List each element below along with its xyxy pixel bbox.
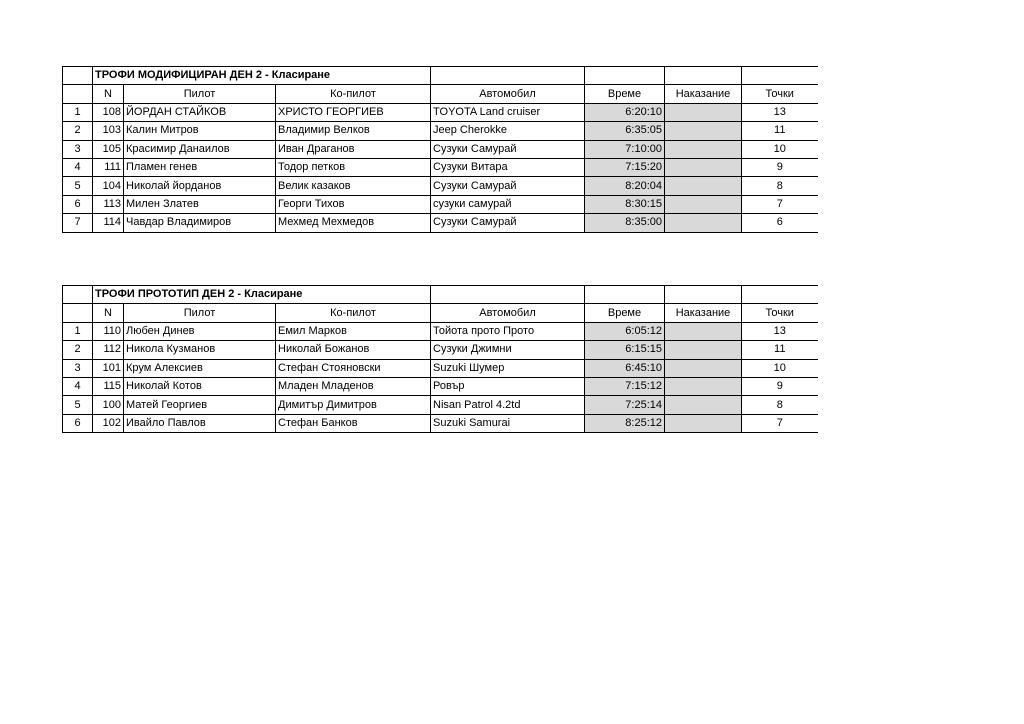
points-cell: 13 (742, 103, 818, 121)
title-blank-cell (585, 67, 665, 85)
title-blank-cell (665, 286, 742, 304)
pilot-cell: Пламен генев (124, 158, 276, 176)
table-row (63, 341, 818, 359)
number-cell: 110 (93, 322, 124, 340)
car-cell: сузуки самурай (431, 195, 585, 213)
penalty-cell (665, 359, 742, 377)
number-cell: 115 (93, 377, 124, 395)
title-row (63, 67, 818, 85)
copilot-cell: Мехмед Мехмедов (276, 214, 431, 232)
position-header-cell (63, 67, 93, 85)
header-points: Точки (742, 304, 818, 322)
title-blank-cell (742, 67, 818, 85)
copilot-cell: Стефан Банков (276, 414, 431, 432)
header-copilot: Ко-пилот (276, 304, 431, 322)
modified-classification-table (62, 66, 818, 233)
number-cell: 101 (93, 359, 124, 377)
header-row (63, 304, 818, 322)
header-penalty: Наказание (665, 304, 742, 322)
pilot-cell: Матей Георгиев (124, 396, 276, 414)
copilot-cell: Стефан Стояновски (276, 359, 431, 377)
number-cell: 104 (93, 177, 124, 195)
pilot-cell: Никола Кузманов (124, 341, 276, 359)
points-cell: 6 (742, 214, 818, 232)
table-title: ТРОФИ ПРОТОТИП ДЕН 2 - Класиране (93, 286, 431, 304)
title-blank-cell (431, 67, 585, 85)
position-cell: 3 (63, 140, 93, 158)
position-cell: 2 (63, 122, 93, 140)
title-blank-cell (585, 286, 665, 304)
points-cell: 7 (742, 195, 818, 213)
table-row (63, 359, 818, 377)
car-cell: Сузуки Самурай (431, 214, 585, 232)
header-copilot: Ко-пилот (276, 85, 431, 103)
position-cell: 5 (63, 177, 93, 195)
number-cell: 100 (93, 396, 124, 414)
header-penalty: Наказание (665, 85, 742, 103)
car-cell: Nisan Patrol 4.2td (431, 396, 585, 414)
pilot-cell: Николай Котов (124, 377, 276, 395)
header-time: Време (585, 304, 665, 322)
table-row (63, 140, 818, 158)
penalty-cell (665, 396, 742, 414)
title-row (63, 286, 818, 304)
time-cell: 6:20:10 (585, 103, 665, 121)
table-title: ТРОФИ МОДИФИЦИРАН ДЕН 2 - Класиране (93, 67, 431, 85)
time-cell: 7:15:12 (585, 377, 665, 395)
table-row (63, 214, 818, 232)
number-cell: 103 (93, 122, 124, 140)
position-header-cell (63, 304, 93, 322)
points-cell: 9 (742, 158, 818, 176)
position-cell: 5 (63, 396, 93, 414)
time-cell: 6:35:05 (585, 122, 665, 140)
position-cell: 4 (63, 377, 93, 395)
table-row (63, 103, 818, 121)
car-cell: Сузуки Джимни (431, 341, 585, 359)
copilot-cell: Велик казаков (276, 177, 431, 195)
position-cell: 7 (63, 214, 93, 232)
points-cell: 10 (742, 359, 818, 377)
penalty-cell (665, 377, 742, 395)
header-n: N (93, 85, 124, 103)
prototype-classification-table (62, 285, 818, 433)
pilot-cell: Калин Митров (124, 122, 276, 140)
pilot-cell: Николай йорданов (124, 177, 276, 195)
pilot-cell: Крум Алексиев (124, 359, 276, 377)
points-cell: 13 (742, 322, 818, 340)
position-cell: 3 (63, 359, 93, 377)
time-cell: 7:10:00 (585, 140, 665, 158)
position-cell: 6 (63, 195, 93, 213)
position-cell: 2 (63, 341, 93, 359)
title-blank-cell (665, 67, 742, 85)
table-row (63, 158, 818, 176)
car-cell: Сузуки Витара (431, 158, 585, 176)
number-cell: 113 (93, 195, 124, 213)
copilot-cell: Георги Тихов (276, 195, 431, 213)
time-cell: 7:25:14 (585, 396, 665, 414)
table-row (63, 396, 818, 414)
penalty-cell (665, 122, 742, 140)
table-row (63, 322, 818, 340)
copilot-cell: ХРИСТО ГЕОРГИЕВ (276, 103, 431, 121)
number-cell: 112 (93, 341, 124, 359)
car-cell: Suzuki Samurai (431, 414, 585, 432)
position-header-cell (63, 286, 93, 304)
pilot-cell: Красимир Данаилов (124, 140, 276, 158)
penalty-cell (665, 214, 742, 232)
car-cell: Jeep Cherokke (431, 122, 585, 140)
position-header-cell (63, 85, 93, 103)
penalty-cell (665, 414, 742, 432)
title-blank-cell (431, 286, 585, 304)
time-cell: 7:15:20 (585, 158, 665, 176)
car-cell: Ровър (431, 377, 585, 395)
copilot-cell: Тодор петков (276, 158, 431, 176)
pilot-cell: Чавдар Владимиров (124, 214, 276, 232)
points-cell: 8 (742, 177, 818, 195)
number-cell: 114 (93, 214, 124, 232)
header-row (63, 85, 818, 103)
points-cell: 7 (742, 414, 818, 432)
header-car: Автомобил (431, 304, 585, 322)
car-cell: Сузуки Самурай (431, 177, 585, 195)
pilot-cell: Милен Златев (124, 195, 276, 213)
pilot-cell: Ивайло Павлов (124, 414, 276, 432)
time-cell: 6:15:15 (585, 341, 665, 359)
table-row (63, 414, 818, 432)
number-cell: 102 (93, 414, 124, 432)
number-cell: 108 (93, 103, 124, 121)
number-cell: 105 (93, 140, 124, 158)
time-cell: 8:35:00 (585, 214, 665, 232)
pilot-cell: ЙОРДАН СТАЙКОВ (124, 103, 276, 121)
points-cell: 10 (742, 140, 818, 158)
time-cell: 8:20:04 (585, 177, 665, 195)
header-pilot: Пилот (124, 304, 276, 322)
table-row (63, 195, 818, 213)
position-cell: 4 (63, 158, 93, 176)
points-cell: 11 (742, 122, 818, 140)
copilot-cell: Владимир Велков (276, 122, 431, 140)
table-row (63, 177, 818, 195)
header-points: Точки (742, 85, 818, 103)
penalty-cell (665, 103, 742, 121)
car-cell: Сузуки Самурай (431, 140, 585, 158)
header-time: Време (585, 85, 665, 103)
time-cell: 8:25:12 (585, 414, 665, 432)
car-cell: Тойота прото Прото (431, 322, 585, 340)
time-cell: 6:45:10 (585, 359, 665, 377)
position-cell: 6 (63, 414, 93, 432)
penalty-cell (665, 341, 742, 359)
table-row (63, 377, 818, 395)
penalty-cell (665, 158, 742, 176)
car-cell: TOYOTA Land cruiser (431, 103, 585, 121)
copilot-cell: Младен Младенов (276, 377, 431, 395)
penalty-cell (665, 140, 742, 158)
points-cell: 8 (742, 396, 818, 414)
time-cell: 8:30:15 (585, 195, 665, 213)
copilot-cell: Димитър Димитров (276, 396, 431, 414)
header-car: Автомобил (431, 85, 585, 103)
penalty-cell (665, 195, 742, 213)
pilot-cell: Любен Динев (124, 322, 276, 340)
position-cell: 1 (63, 322, 93, 340)
time-cell: 6:05:12 (585, 322, 665, 340)
title-blank-cell (742, 286, 818, 304)
copilot-cell: Емил Марков (276, 322, 431, 340)
position-cell: 1 (63, 103, 93, 121)
points-cell: 9 (742, 377, 818, 395)
penalty-cell (665, 322, 742, 340)
copilot-cell: Иван Драганов (276, 140, 431, 158)
points-cell: 11 (742, 341, 818, 359)
number-cell: 111 (93, 158, 124, 176)
car-cell: Suzuki Шумер (431, 359, 585, 377)
penalty-cell (665, 177, 742, 195)
table-row (63, 122, 818, 140)
header-n: N (93, 304, 124, 322)
header-pilot: Пилот (124, 85, 276, 103)
copilot-cell: Николай Божанов (276, 341, 431, 359)
